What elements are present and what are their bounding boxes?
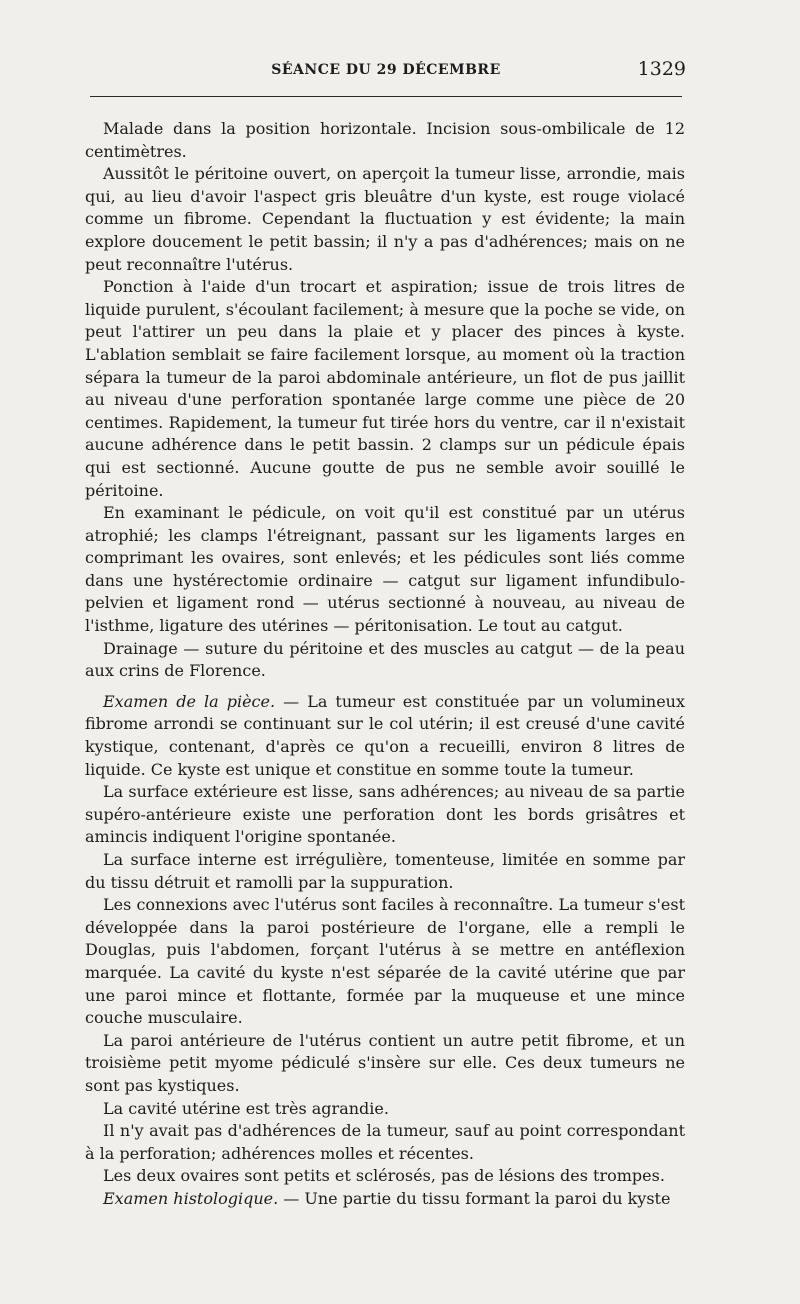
paragraph: Il n'y avait pas d'adhérences de la tumeur, sauf au point correspondant à la perforation; adhérences molles et récentes. — [85, 1121, 685, 1163]
paragraph: La cavité utérine est très agrandie. — [103, 1098, 389, 1118]
paragraph: La surface interne est irrégulière, tomenteuse, limitée en somme par du tissu détruit et ramolli par la suppuration. — [85, 850, 685, 892]
paragraph: Malade dans la position horizontale. Incision sous-ombilicale de 12 centimètres. — [85, 119, 685, 161]
page-title: SÉANCE DU 29 DÉCEMBRE — [271, 62, 501, 78]
paragraph: Les connexions avec l'utérus sont faciles à reconnaître. La tumeur s'est développée dans la paroi postérieure de l'organe, elle a rempli le Douglas, puis l'abdomen, forçant l'utérus à se mettre en antéflexion marquée. La cavité du kyste n'est séparée de la cavité utérine que par une paroi mince et flottante, formée par la muqueuse et une mince couche musculaire. — [85, 895, 685, 1028]
section-label: Examen de la pièce. — [103, 691, 276, 711]
paragraph: En examinant le pédicule, on voit qu'il est constitué par un utérus atrophié; les clamps l'étreignant, passant sur les ligaments larges en comprimant les ovaires, sont enlevés; et les pédicules sont liés comme dans une hystérectomie ordinaire — catgut sur ligament infundibulo-pelvien et ligament rond — utérus sectionné à nouveau, au niveau de l'isthme, ligature des utérines — péritonisation. Le tout au catgut. — [85, 503, 685, 636]
running-header — [86, 58, 686, 84]
paragraph: La paroi antérieure de l'utérus contient un autre petit fibrome, et un troisième petit myome pédiculé s'insère sur elle. Ces deux tumeurs ne sont pas kystiques. — [85, 1030, 685, 1095]
paragraph: Drainage — suture du péritoine et des muscles au catgut — de la peau aux crins de Florence. — [85, 638, 685, 681]
paragraph-examen-piece — [85, 691, 685, 781]
paragraph-text: — La tumeur est constituée par un volumineux fibrome arrondi se continuant sur le col utérin; il est creusé d'une cavité kystique, contenant, d'après ce qu'on a recueilli, environ 8 litres de liquide. Ce kyste est unique et constitue en somme toute la tumeur. — [85, 691, 686, 779]
paragraph-text: — Une partie du tissu formant la paroi du kyste — [278, 1188, 671, 1208]
paragraph: Aussitôt le péritoine ouvert, on aperçoit la tumeur lisse, arrondie, mais qui, au lieu d'avoir l'aspect gris bleuâtre d'un kyste, est rouge violacé comme un fibrome. Cependant la fluctuation y est évidente; la main explore doucement le petit bassin; il n'y a pas d'adhérences; mais on ne peut reconnaître l'utérus. — [85, 164, 685, 274]
paragraph-examen-histologique — [85, 1188, 685, 1211]
paragraph: Les deux ovaires sont petits et sclérosés, pas de lésions des trompes. — [103, 1166, 665, 1186]
section-label: Examen histologique. — [103, 1188, 279, 1208]
header-rule — [90, 96, 682, 97]
page-number: 1329 — [637, 58, 686, 80]
body-text — [85, 118, 685, 1211]
paragraph: Ponction à l'aide d'un trocart et aspiration; issue de trois litres de liquide purulent, s'écoulant facilement; à mesure que la poche se vide, on peut l'attirer un peu dans la plaie et y placer des pinces à kyste. L'ablation semblait se faire facilement lorsque, au moment où la traction sépara la tumeur de la paroi abdominale antérieure, un flot de pus jaillit au niveau d'une perforation spontanée large comme une pièce de 20 centimes. Rapidement, la tumeur fut tirée hors du ventre, car il n'existait aucune adhérence dans le petit bassin. 2 clamps sur un pédicule épais qui est sectionné. Aucune goutte de pus ne semble avoir souillé le péritoine. — [85, 277, 685, 500]
paragraph: La surface extérieure est lisse, sans adhérences; au niveau de sa partie supéro-antérieure existe une perforation dont les bords grisâtres et amincis indiquent l'origine spontanée. — [85, 782, 685, 847]
